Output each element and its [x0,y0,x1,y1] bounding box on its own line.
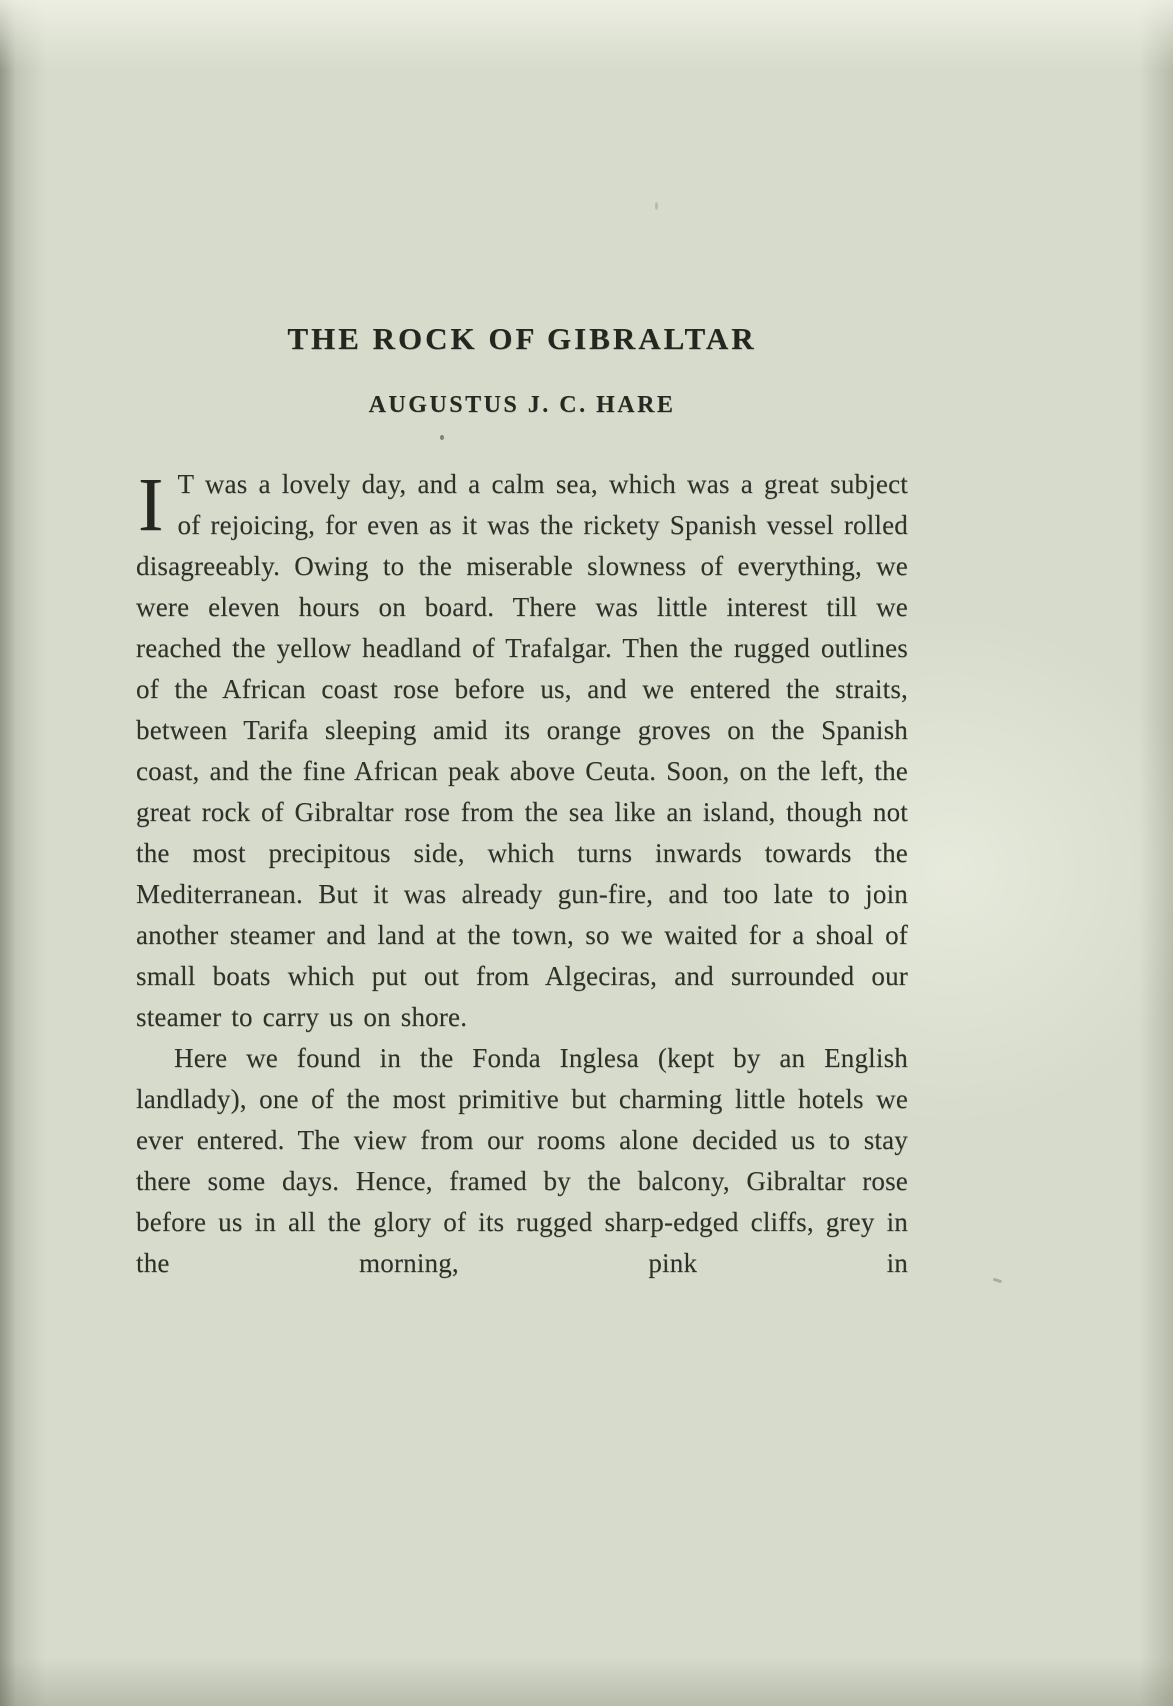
scan-speck [993,1278,1002,1284]
opening-paragraph [136,464,908,1038]
article-author: AUGUSTUS J. C. HARE [368,392,676,418]
second-paragraph: Here we found in the Fonda Inglesa (kept by an English landlady), one of the most primitive but charming little hotels we ever entered. The view from our rooms alone decided us to stay there some days. Hence, framed by the balcony, Gibraltar rose before us in all the glory of its rugged sharp-edged cliffs, grey in the morning, pink in [136,1043,908,1278]
opening-paragraph-text: T was a lovely day, and a calm sea, which was a great subject of rejoicing, for even as it was the rickety Spanish vessel rolled disagreeably. Owing to the miserable slowness of everything, we were eleven hours on board. There was little interest till we reached the yellow headland of Trafalgar. Then the rugged outlines of the African coast rose before us, and we entered the straits, between Tarifa sleeping amid its orange groves on the Spanish coast, and the fine African peak above Ceuta. Soon, on the left, the great rock of Gibraltar rose from the sea like an island, though not the most precipitous side, which turns inwards towards the Mediterranean. But it was already gun-fire, and too late to join another steamer and land at the town, so we waited for a shoal of small boats which put out from Algeciras, and surrounded our steamer to carry us on shore. [136,469,908,1032]
article-title: THE ROCK OF GIBRALTAR [287,321,757,356]
article-body [136,464,908,1284]
drop-cap: I [138,463,164,547]
page-text-block [136,322,908,1284]
scan-speck [655,202,658,210]
